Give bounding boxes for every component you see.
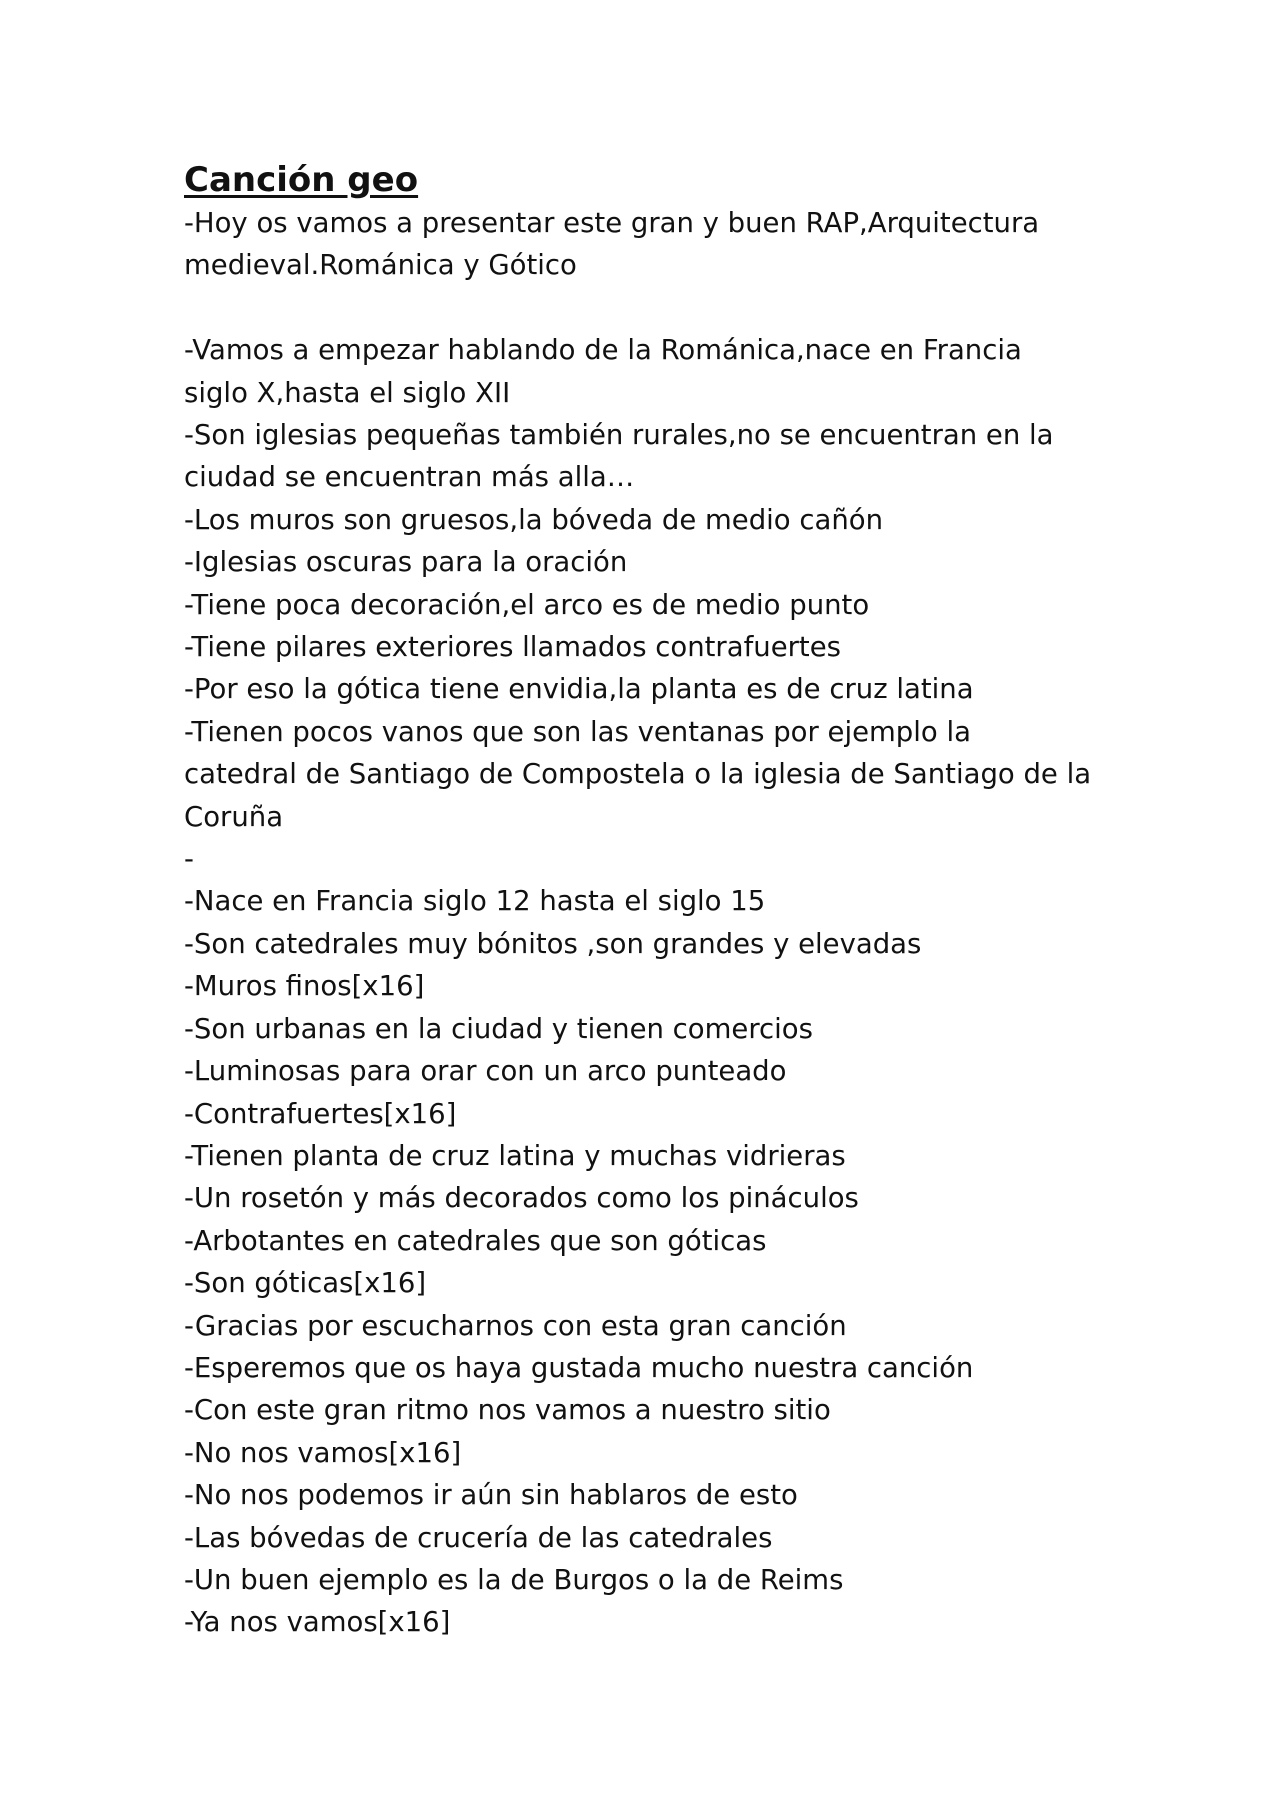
text-line: -Un rosetón y más decorados como los pináculos bbox=[184, 1182, 859, 1215]
text-line: -Son iglesias pequeñas también rurales,no se encuentran en la bbox=[184, 419, 1054, 452]
text-line: -Las bóvedas de crucería de las catedrales bbox=[184, 1521, 773, 1554]
text-line: -Hoy os vamos a presentar este gran y buen RAP,Arquitectura bbox=[184, 207, 1040, 239]
text-line: -Arbotantes en catedrales que son góticas bbox=[184, 1224, 767, 1257]
text-line: -Luminosas para orar con un arco punteado bbox=[184, 1055, 787, 1088]
text-line: -Tiene pilares exteriores llamados contrafuertes bbox=[184, 631, 841, 664]
text-line: -Nace en Francia siglo 12 hasta el siglo 15 bbox=[184, 885, 766, 918]
text-line: -Gracias por escucharnos con esta gran canción bbox=[184, 1309, 847, 1342]
text-line: -Los muros son gruesos,la bóveda de medio cañón bbox=[184, 503, 884, 536]
blank-line bbox=[184, 287, 1124, 329]
document-body bbox=[184, 158, 1124, 1644]
text-line: -No nos podemos ir aún sin hablaros de esto bbox=[184, 1479, 798, 1512]
text-line: ciudad se encuentran más alla… bbox=[184, 461, 635, 494]
text-line: medieval.Románica y Gótico bbox=[184, 249, 577, 282]
text-line: -Iglesias oscuras para la oración bbox=[184, 546, 628, 579]
text-line: -Son catedrales muy bónitos ,son grandes y elevadas bbox=[184, 927, 922, 960]
text-line: -Tienen pocos vanos que son las ventanas por ejemplo la bbox=[184, 715, 971, 748]
text-line: -Son góticas[x16] bbox=[184, 1267, 427, 1300]
text-line: catedral de Santiago de Compostela o la iglesia de Santiago de la bbox=[184, 758, 1092, 791]
document-title: Canción geo bbox=[184, 160, 419, 200]
text-line: -Contrafuertes[x16] bbox=[184, 1097, 457, 1130]
text-line: -Ya nos vamos[x16] bbox=[184, 1606, 451, 1639]
text-line: -Tiene poca decoración,el arco es de medio punto bbox=[184, 588, 870, 621]
text-line: -Por eso la gótica tiene envidia,la planta es de cruz latina bbox=[184, 673, 974, 706]
text-line: siglo X,hasta el siglo XII bbox=[184, 376, 511, 409]
text-line: -Esperemos que os haya gustada mucho nuestra canción bbox=[184, 1351, 974, 1384]
text-line: - bbox=[184, 843, 194, 876]
lyrics-lines bbox=[184, 202, 1124, 1644]
text-line: -Muros finos[x16] bbox=[184, 970, 425, 1003]
text-line: -Con este gran ritmo nos vamos a nuestro sitio bbox=[184, 1394, 831, 1427]
text-line: -Tienen planta de cruz latina y muchas vidrieras bbox=[184, 1139, 846, 1172]
text-line: -Son urbanas en la ciudad y tienen comercios bbox=[184, 1012, 813, 1045]
text-line: -No nos vamos[x16] bbox=[184, 1436, 462, 1469]
text-line: Coruña bbox=[184, 800, 284, 833]
text-line: -Vamos a empezar hablando de la Románica,nace en Francia bbox=[184, 334, 1022, 367]
text-line: -Un buen ejemplo es la de Burgos o la de Reims bbox=[184, 1563, 844, 1596]
